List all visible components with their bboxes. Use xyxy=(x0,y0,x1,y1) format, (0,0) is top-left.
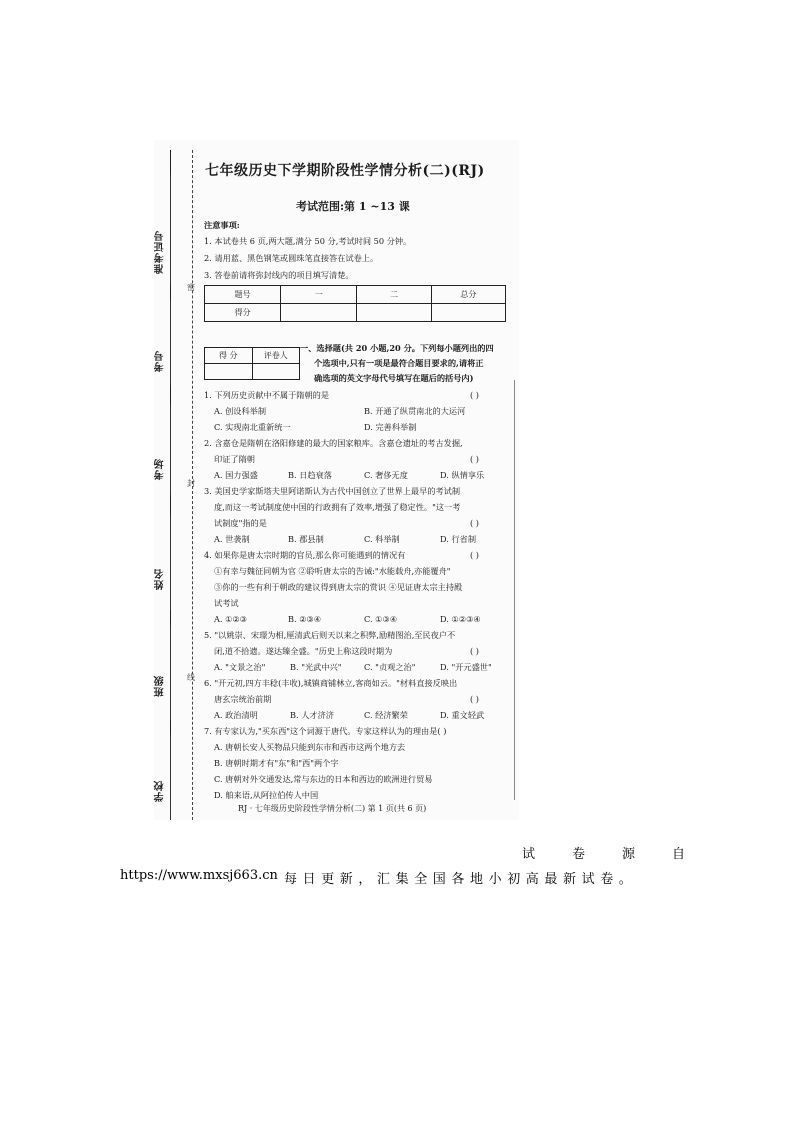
option: A. 国力强盛 xyxy=(214,470,258,480)
seal-mark-1: 密 xyxy=(187,283,195,292)
grader-score-label: 得 分 xyxy=(205,348,253,364)
score-cell[interactable] xyxy=(357,304,431,322)
grader-box xyxy=(204,347,300,380)
answer-blank[interactable]: ( ) xyxy=(470,646,479,656)
sidebar-rule-class xyxy=(170,625,171,720)
question-4-stem: ③你的一些有利于朝政的建议得到唐太宗的赏识 ④见证唐太宗主持殿 xyxy=(214,582,463,592)
grader-name-cell[interactable] xyxy=(252,364,300,380)
note-item: 1. 本试卷共 6 页,两大题,满分 50 分,考试时间 50 分钟。 xyxy=(204,236,412,246)
grader-score-cell[interactable] xyxy=(205,364,253,380)
option: C. 经济繁荣 xyxy=(364,710,408,720)
option: D. 舶来语,从阿拉伯传人中国 xyxy=(214,790,319,800)
grader-name-label: 评卷人 xyxy=(252,348,300,364)
question-2-stem: 印证了隋朝 xyxy=(214,454,255,464)
question-5-stem: 5. "以姚崇、宋璟为相,厘清武后则天以来之积弊,励精图治,至民夜户不 xyxy=(204,630,456,640)
scan-edge-right xyxy=(514,380,515,800)
option: B. 唐朝时期才有"东"和"西"两个字 xyxy=(214,758,339,768)
section1-instructions: 一、选择题(共 20 小题,20 分。下列每小题列出的四 xyxy=(300,343,494,353)
score-table xyxy=(204,285,506,322)
option: C. 奢侈无度 xyxy=(364,470,408,480)
score-table-header: 总分 xyxy=(431,286,505,304)
sidebar-label-exam-room: 考场 xyxy=(155,458,166,480)
option: A. ①②③ xyxy=(214,614,248,624)
question-4-stem: 4. 如果你是唐太宗时期的官员,那么你可能遇到的情况有 xyxy=(204,550,406,560)
option: C. 实现南北重新统一 xyxy=(214,422,291,432)
notes-heading: 注意事项: xyxy=(204,220,240,230)
option: C. 科举制 xyxy=(364,534,400,544)
score-table-header: 一 xyxy=(281,286,357,304)
exam-scope: 考试范围:第 1 ~13 课 xyxy=(296,200,410,213)
question-6-stem: 6. "开元初,四方丰稔(丰收),城镇商铺林立,客商如云。"材料直接反映出 xyxy=(204,678,458,688)
option: C. ①③④ xyxy=(364,614,398,624)
question-3-stem: 3. 美国史学家斯塔夫里阿诺斯认为古代中国创立了世界上最早的考试制 xyxy=(204,486,461,496)
option: D. 完善科举制 xyxy=(364,422,417,432)
section1-instructions: 确选项的英文字母代号填写在题后的括号内) xyxy=(314,373,474,383)
option: A. 政治清明 xyxy=(214,710,258,720)
question-4-stem: 试考试 xyxy=(214,598,239,608)
option: D. "开元盛世" xyxy=(440,662,492,672)
question-3-stem: 度,而这一考试制度使中国的行政拥有了效率,增强了稳定性。"这一考 xyxy=(214,502,461,512)
option: B. 郡县制 xyxy=(288,534,324,544)
option: D. 纵情享乐 xyxy=(440,470,485,480)
sidebar-label-exam-number: 考号 xyxy=(155,350,166,372)
seal-mark-3: 线 xyxy=(187,673,195,682)
answer-blank[interactable]: ( ) xyxy=(470,694,479,704)
option: B. "光武中兴" xyxy=(290,662,342,672)
option: D. 行省制 xyxy=(440,534,477,544)
sidebar-rule-exam-number xyxy=(170,300,171,385)
option: C. 唐朝对外交通发达,常与东边的日本和西边的欧洲进行贸易 xyxy=(214,774,433,784)
answer-blank[interactable]: ( ) xyxy=(470,550,479,560)
note-item: 3. 答卷前请将弥封线内的项目填写清楚。 xyxy=(204,270,354,280)
score-cell[interactable] xyxy=(281,304,357,322)
sidebar-rule-school xyxy=(170,735,171,820)
section1-instructions: 个选项中,只有一项是最符合题目要求的,请将正 xyxy=(314,358,484,368)
option: B. ②③④ xyxy=(288,614,322,624)
promo-url-link[interactable]: https://www.mxsj663.cn xyxy=(120,868,278,883)
option: B. 开通了纵贯南北的大运河 xyxy=(364,406,466,416)
option: A. 唐朝长安人买物品只能到东市和西市这两个地方去 xyxy=(214,742,406,752)
note-item: 2. 请用蓝、黑色钢笔或圆珠笔直接答在试卷上。 xyxy=(204,253,379,263)
option: A. 创设科举制 xyxy=(214,406,267,416)
option: D. 重文轻武 xyxy=(440,710,485,720)
question-7-stem: 7. 有专家认为,"买东西"这个词源于唐代。专家这样认为的理由是( ) xyxy=(204,726,447,736)
question-5-stem: 闭,道不拾遗。遂达臻全盛。"历史上称这段时期为 xyxy=(214,646,393,656)
answer-blank[interactable]: ( ) xyxy=(470,454,479,464)
score-table-header: 题号 xyxy=(205,286,281,304)
sidebar-rule-exam-id xyxy=(170,175,171,285)
seal-mark-2: 封 xyxy=(187,479,195,488)
option: A. 世袭制 xyxy=(214,534,250,544)
option: D. ①②③④ xyxy=(440,614,481,624)
score-table-header: 二 xyxy=(357,286,431,304)
promo-line-2: 每日更新，汇集全国各地小初高最新试卷。 xyxy=(284,872,638,887)
option: B. 日趋衰落 xyxy=(288,470,332,480)
sidebar-label-class: 班级 xyxy=(155,675,166,697)
option: A. "文景之治" xyxy=(214,662,266,672)
question-2-stem: 2. 含嘉仓是隋朝在洛阳修建的最大的国家粮库。含嘉仓遗址的考古发掘, xyxy=(204,438,463,448)
sidebar-rule-exam-room xyxy=(170,405,171,495)
answer-blank[interactable]: ( ) xyxy=(470,518,479,528)
page-footer: RJ · 七年级历史阶段性学情分析(二) 第 1 页(共 6 页) xyxy=(238,804,427,813)
question-4-stem: ①有幸与魏征同朝为官 ②聆听唐太宗的告诫:"水能载舟,亦能覆舟" xyxy=(214,566,451,576)
sidebar-label-exam-id: 准考证号 xyxy=(155,230,166,274)
page-title: 七年级历史下学期阶段性学情分析(二)(RJ) xyxy=(205,163,485,179)
question-6-stem: 唐玄宗统治前期 xyxy=(214,694,272,704)
question-3-stem: 试制度"指的是 xyxy=(214,518,267,528)
sidebar-label-school: 学校 xyxy=(155,780,166,802)
sidebar-rule-name xyxy=(170,515,171,610)
answer-blank[interactable]: ( ) xyxy=(470,390,479,400)
promo-line-1: 试卷源自 xyxy=(522,847,723,862)
sidebar-label-name: 姓名 xyxy=(155,568,166,590)
score-table-row-label: 得分 xyxy=(205,304,281,322)
option: B. 人才济济 xyxy=(290,710,334,720)
option: C. "贞观之治" xyxy=(364,662,416,672)
question-1-stem: 1. 下列历史贡献中不属于隋朝的是 xyxy=(204,390,330,400)
score-cell[interactable] xyxy=(431,304,505,322)
